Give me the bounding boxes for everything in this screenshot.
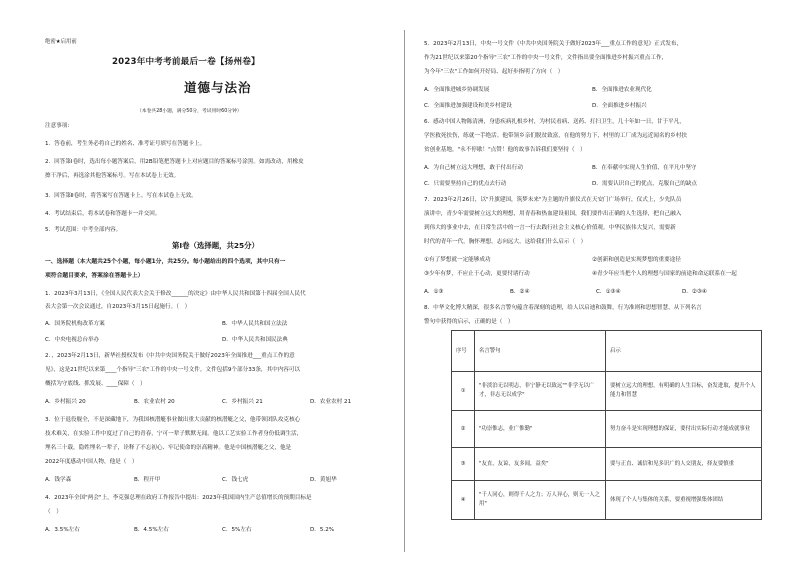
table-row xyxy=(452,481,762,520)
exam-title: 2023年中考考前最后一卷【扬州卷】 xyxy=(112,57,260,67)
question-2-option[interactable]: B．农业农村 20 xyxy=(134,399,175,405)
note-item: 4．考试结束后，将本试卷和答题卡一并交回。 xyxy=(45,211,161,217)
question-1-option[interactable]: A．国务院机构改革方案 xyxy=(45,321,105,327)
question-5-text: 为今年"三农"工作如何开好局、起好步指明了方向（ ） xyxy=(424,69,564,75)
question-1-text: 表大会第一次会议通过，自2023年3月15日起施行。（ ） xyxy=(45,304,191,310)
table-row xyxy=(452,372,762,411)
question-3-text: 3．位于退役舰全，不是深藏地下，为我国核潜艇事业做出重大贡献的核潜艇之父，他带领团队攻克核心 xyxy=(45,417,301,423)
question-3-text: 2022年度感动中国人物，他是（ ） xyxy=(45,459,138,465)
question-7-text: 到伟大的事业中去，在日常生活中的一言一行去践行社会主义核心价值观。中华民族伟大复兴，需要新 xyxy=(424,225,676,231)
table-cell-insight: 要树立远大的理想，有明确的人生目标，奋发进取，提升个人能力和智慧 xyxy=(606,372,762,411)
question-7-option[interactable]: C．①③④ xyxy=(596,289,621,295)
question-1-option[interactable]: D．中华人民共和国民法典 xyxy=(222,337,288,343)
note-item: 擦干净后，再选涂其他答案标号。写在本试卷上无效。 xyxy=(45,173,180,179)
question-2-option[interactable]: A．乡村振兴 20 xyxy=(45,399,86,405)
question-2-option[interactable]: C．乡村振兴 21 xyxy=(222,399,263,405)
table-cell-insight: 努力奋斗是实现理想的保证，要付出实际行动才能成就事业 xyxy=(606,411,762,448)
question-6-option[interactable]: A．为自己树立远大理想，敢于付出行动 xyxy=(424,165,523,171)
notes-heading: 注意事项: xyxy=(45,123,70,129)
table-cell-insight: 要与正直、诚信和见多识广的人交朋友，择友要慎重 xyxy=(606,448,762,481)
question-7-statement: ④青少年应当把个人的理想与国家的前途和命运联系在一起 xyxy=(592,271,737,277)
question-3-option[interactable]: A．钱学森 xyxy=(45,477,72,483)
question-7-text: 演讲中，青少年需要树立远大的理想，用青春和热血建设祖国，我们要作出正确的人生选择，把自己融入 xyxy=(424,211,682,217)
exam-meta: （本卷共28小题，满分50分，考试用时60分钟） xyxy=(137,109,242,114)
question-7-text: 7．2023年2月26日，以"升旗建国，筑梦未来"为主题的升旗仪式在天安门广场举行，仪式上，少先队员 xyxy=(424,197,682,203)
question-4-text: （ ） xyxy=(45,509,62,515)
question-5-text: 作为21世纪以来第20个指导"三农"工作的中央一号文件，文件指出要全面推进乡村振兴重点工作， xyxy=(424,55,668,61)
note-item: 1．答卷前，考生务必将自己的姓名、准考证号填写在答题卡上。 xyxy=(45,141,206,147)
table-cell-quote: "友直，友谅，友多闻，益矣" xyxy=(475,448,606,481)
question-5-option[interactable]: A．全面推进城乡协调发展 xyxy=(424,87,490,93)
question-7-option[interactable]: A．①③ xyxy=(424,289,444,295)
question-3-text: 技术难关，在实验工作中度过了自己的青春，宁可一辈子默默无闻。他以工艺实验工作者身份低调生活， xyxy=(45,431,303,437)
question-1-text: 1．2023年3月13日，《全国人民代表大会关于修改______的决定》由中华人民共和国第十四届全国人民代 xyxy=(45,291,306,297)
question-4-text: 4．2023年全国"两会"上，李克强总理在政府工作报告中提出：2023年我国国内生产总值增长的预期目标是 xyxy=(45,495,312,501)
table-cell-index: ① xyxy=(452,372,475,411)
secret-label: 绝密★启用前 xyxy=(45,39,77,45)
question-7-statement: ③少年有梦，不应止于心动，更要付诸行动 xyxy=(424,271,530,277)
question-4-option[interactable]: D．5.2% xyxy=(310,527,335,533)
question-5-text: 5．2023年2月13日，中央一号文件《中共中央国务院关于做好2023年___重点工作的意见》正式发布， xyxy=(424,41,683,47)
question-2-text: 概括为守底线、抓发展、____保障（ ） xyxy=(45,381,146,387)
question-5-option[interactable]: B．全面推进农业现代化 xyxy=(592,87,652,93)
section-instruction: 项符合题目要求，答案涂在答题卡上） xyxy=(45,273,144,279)
question-2-text: 2．，2023年2月13日，新华社授权发布《中共中央国务院关于做好2023年全面推进___重点工作的意 xyxy=(45,353,295,359)
table-cell-index: ④ xyxy=(452,481,475,520)
column-divider xyxy=(404,30,405,552)
question-8-text: 警句中获得的启示，正确的是（ ） xyxy=(424,319,514,325)
table-cell-index: ② xyxy=(452,411,475,448)
quote-table xyxy=(451,330,762,520)
question-4-option[interactable]: C．5%左右 xyxy=(222,527,252,533)
question-6-option[interactable]: C．只需要坚持自己的优点去行动 xyxy=(424,181,507,187)
question-7-statement: ①有了梦想就一定能够成功 xyxy=(424,257,491,263)
question-4-option[interactable]: B．4.5%左右 xyxy=(134,527,169,533)
note-item: 3．回答第Ⅱ卷时，将答案写在答题卡上。写在本试卷上无效。 xyxy=(45,193,197,199)
note-item: 2．回答第Ⅰ卷时，选出每小题答案后，用2B铅笔把答题卡上对应题目的答案标号涂黑。如需改动，用橡皮 xyxy=(45,159,304,165)
table-cell-quote: "功崇惟志，业广惟勤" xyxy=(475,411,606,448)
question-7-option[interactable]: D．②③④ xyxy=(682,289,707,295)
question-3-option[interactable]: B．程开甲 xyxy=(134,477,161,483)
subject-title: 道德与法治 xyxy=(184,80,252,95)
question-6-text: 6．感动中国人物陈清洲，身患疾病扎根乡村，为村民看病、送药、打扫卫生，几十年如一日，甘于平凡， xyxy=(424,119,685,125)
question-1-option[interactable]: B．中华人民共和国立法法 xyxy=(222,321,288,327)
question-7-statement: ②创新和创造是实现梦想的重要途径 xyxy=(592,257,681,263)
table-cell-quote: "非淡泊无以明志，非宁静无以致远""非学无以广才，非志无以成学" xyxy=(475,372,606,411)
question-6-text: 贫创业基地，"永不停歇！"点赞！他的故事告诉我们要坚持（ ） xyxy=(424,147,586,153)
question-3-option[interactable]: C．钱七虎 xyxy=(222,477,249,483)
question-2-option[interactable]: D．农业农村 21 xyxy=(310,399,352,405)
table-row xyxy=(452,411,762,448)
question-6-option[interactable]: D．需要认识自己的优点，克服自己的缺点 xyxy=(592,181,697,187)
question-7-text: 时代的青年一代，胸怀理想，志向远大，这给我们什么启示（ ） xyxy=(424,239,587,245)
note-item: 5．考试范围：中考全部内容。 xyxy=(45,227,122,233)
table-header-row xyxy=(452,331,762,372)
question-3-text: 埋名三十载，隐姓埋名一辈子，诠释了不忘初心、牢记使命的崇高精神。他是中国核潜艇之父，他是 xyxy=(45,445,292,451)
question-5-option[interactable]: C．全面推进加强建设和美乡村建设 xyxy=(424,103,512,109)
question-1-option[interactable]: C．中央电视总台举办 xyxy=(45,337,100,343)
section-instruction: 一、选择题（本大题共25个小题，每小题1分，共25分。每小题给出的四个选项，其中只有一 xyxy=(45,259,286,265)
table-cell-quote: "千人同心，则得千人之力；万人异心，则无一人之用" xyxy=(475,481,606,520)
question-2-text: 见》，这是21世纪以来第____个指导"三农"工作的中央一号文件。文件包括9个部分33条，其中内容可以 xyxy=(45,367,301,373)
table-cell-insight: 体现了个人与集体的关系，要重视增强集体团结 xyxy=(606,481,762,520)
question-8-text: 8．中华文化博大精深，很多名言警句蕴含着深刻的道理，给人以启迪和鼓舞，行为准则和思想智慧，从下列名言 xyxy=(424,305,702,311)
question-3-option[interactable]: D．黄旭华 xyxy=(310,477,337,483)
question-6-text: 学医救死扶伤，练就一手绝活。他带领乡亲们脱贫致富，在他的努力下，村里的工厂成为远近闻名的乡村扶 xyxy=(424,133,687,139)
question-4-option[interactable]: A．3.5%左右 xyxy=(45,527,80,533)
question-7-option[interactable]: B．②④ xyxy=(510,289,530,295)
question-5-option[interactable]: D．全面推进乡村振兴 xyxy=(592,103,647,109)
table-header: 启示 xyxy=(606,331,762,372)
table-cell-index: ③ xyxy=(452,448,475,481)
table-header: 序号 xyxy=(452,331,475,372)
table-header: 名言警句 xyxy=(475,331,606,372)
question-6-option[interactable]: B．在奉献中实现人生价值，在平凡中坚守 xyxy=(592,165,697,171)
table-row xyxy=(452,448,762,481)
section-title: 第Ⅰ卷（选择题，共25分） xyxy=(172,241,259,250)
